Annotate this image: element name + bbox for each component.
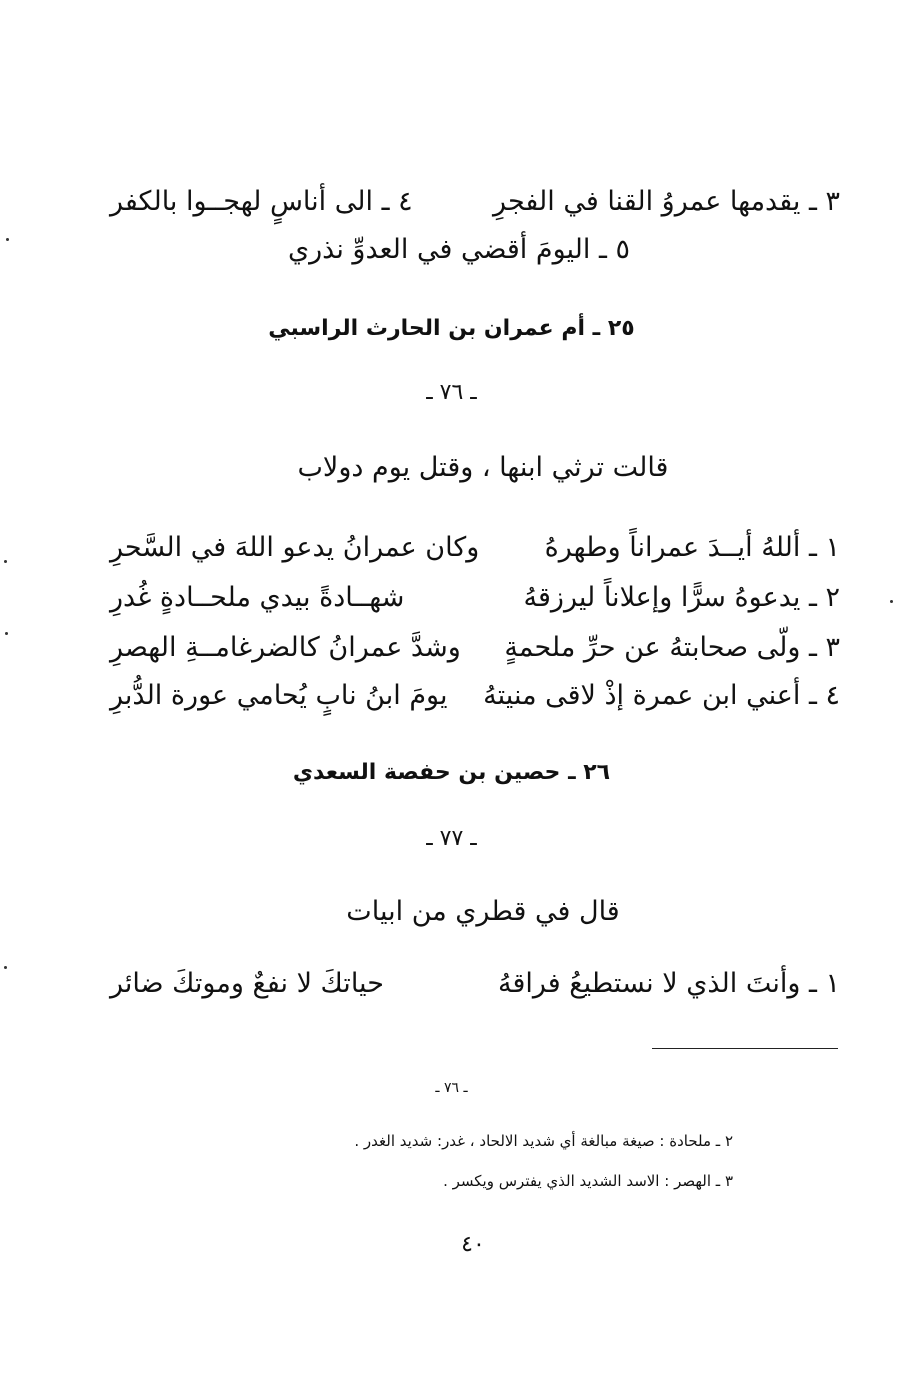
verse-hemistich-left: حياتكَ لا نفعٌ وموتكَ ضائر [110,968,384,999]
footnote-poem-marker: ـ ٧٦ ـ [435,1080,468,1096]
verse-hemistich-left: وكان عمرانُ يدعو اللهَ في السَّحرِ [110,532,480,563]
verse-hemistich-right: ٣ ـ ولّى صحابتهُ عن حرِّ ملحمةٍ [504,632,840,663]
verse-hemistich-left: يومَ ابنُ نابٍ يُحامي عورة الدُّبرِ [110,680,448,711]
footnote-separator [652,1048,838,1049]
poem-intro: قال في قطري من ابيات [346,896,620,927]
verse-hemistich-right: ٥ ـ اليومَ أقضي في العدوِّ نذري [287,234,630,265]
verse-line [110,964,840,1004]
verse-hemistich-right: ١ ـ أللهُ أيــدَ عمراناً وطهرهُ [544,532,840,563]
poem-number: ـ ٧٦ ـ [426,380,477,405]
scan-speck [890,600,893,603]
scan-speck [4,966,7,969]
section-heading: ٢٥ ـ أم عمران بن الحارث الراسبي [268,316,635,341]
verse-hemistich-right: ١ ـ وأنتَ الذي لا نستطيعُ فراقهُ [497,968,840,999]
verse-line [110,676,840,716]
verse-line [110,578,840,618]
scan-speck [6,238,9,241]
verse-hemistich-left: شهــادةً بيدي ملحــادةٍ غُدرِ [110,582,405,613]
verse-hemistich-right: ٤ ـ أعني ابن عمرة إذْ لاقى منيتهُ [483,680,840,711]
verse-line [110,628,840,668]
verse-line [110,528,840,568]
verse-hemistich-left: ٤ ـ الى أناسٍ لهجــوا بالكفر [110,186,413,217]
footnote-item: ٣ ـ الهصر : الاسد الشديد الذي يفترس ويكسر . [443,1172,733,1190]
poem-intro: قالت ترثي ابنها ، وقتل يوم دولاب [297,452,669,483]
scan-speck [4,560,7,563]
footnote-item: ٢ ـ ملحادة : صيغة مبالغة أي شديد الالحاد ، غدر: شديد الغدر . [354,1132,733,1150]
scan-speck [5,632,8,635]
verse-hemistich-right: ٢ ـ يدعوهُ سرًّا وإعلاناً ليرزقهُ [523,582,840,613]
verse-hemistich-left: وشدَّ عمرانُ كالضرغامــةِ الهصرِ [110,632,461,663]
section-heading: ٢٦ ـ حصين بن حفصة السعدي [292,760,611,785]
page-number: ٤٠ [461,1232,485,1257]
verse-hemistich-right: ٣ ـ يقدمها عمروُ القنا في الفجرِ [493,186,840,217]
poem-number: ـ ٧٧ ـ [426,826,477,851]
verse-line-5 [110,230,840,270]
verse-line-3-4 [110,182,840,222]
